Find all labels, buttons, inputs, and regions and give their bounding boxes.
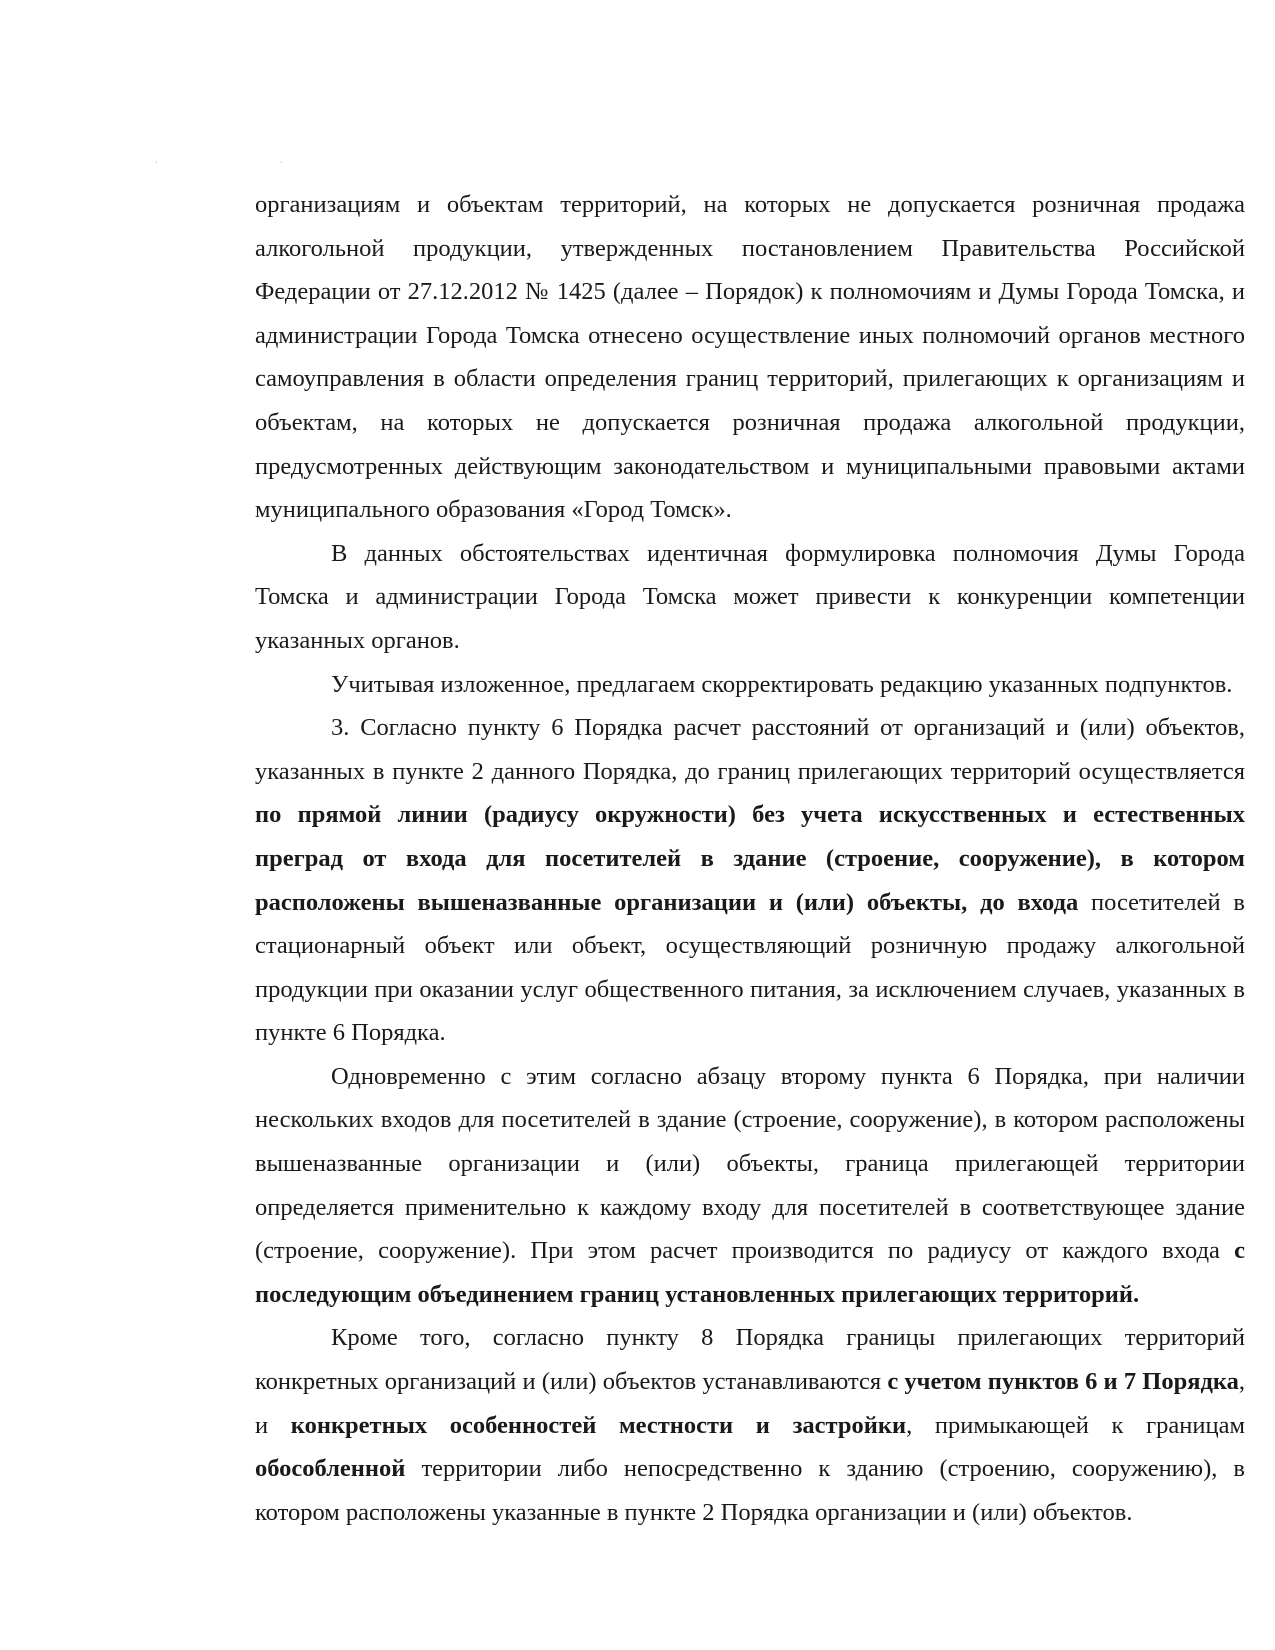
bold-text-run: по прямой линии (радиусу окружности) без учета искусственных и естественных преград от входа для посетителей в здание (строение, сооружение), в котором расположены вышеназванные организации и (или) объекты, до входа: [255, 801, 1245, 916]
text-run: , и: [255, 1368, 1245, 1439]
scan-artifact-marks: · ·: [155, 158, 343, 167]
paragraph: [255, 183, 1245, 532]
text-run: организациям и объектам территорий, на которых не допускается розничная продажа алкогольной продукции, утвержденных постановлением Правительства Российской Федерации от 27.12.2012 № 1425 (далее – Порядок) к полномочиям и Думы Города Томска, и администрации Города Томска отнесено осуществление иных полномочий органов местного самоуправления в области определения границ территорий, прилегающих к организациям и объектам, на которых не допускается розничная продажа алкогольной продукции, предусмотренных действующим законодательством и муниципальными правовыми актами муниципального образования «Город Томск».: [255, 191, 1245, 524]
paragraph: [255, 1055, 1245, 1317]
text-run: В данных обстоятельствах идентичная формулировка полномочия Думы Города Томска и администрации Города Томска может привести к конкуренции компетенции указанных органов.: [255, 539, 1245, 654]
paragraph: [255, 706, 1245, 1055]
bold-text-run: обособленной: [255, 1455, 406, 1483]
text-run: 3. Согласно пункту 6 Порядка расчет расстояний от организаций и (или) объектов, указанных в пункте 2 данного Порядка, до границ прилегающих территорий осуществляется: [255, 714, 1245, 785]
bold-text-run: конкретных особенностей местности и застройки: [290, 1411, 907, 1439]
bold-text-run: с учетом пунктов 6 и 7 Порядка: [887, 1368, 1239, 1396]
text-run: , примыкающей к границам: [906, 1411, 1245, 1439]
paragraph: [255, 1316, 1245, 1534]
paragraph: [255, 663, 1245, 707]
paragraph: [255, 532, 1245, 663]
bold-text-run: с последующим объединением границ установленных прилегающих территорий.: [255, 1237, 1245, 1308]
text-run: посетителей в стационарный объект или объект, осуществляющий розничную продажу алкогольной продукции при оказании услуг общественного питания, за исключением случаев, указанных в пункте 6 Порядка.: [255, 888, 1245, 1047]
document-body: [255, 183, 1245, 1534]
text-run: Кроме того, согласно пункту 8 Порядка границы прилегающих территорий конкретных организаций и (или) объектов устанавливаются: [255, 1324, 1245, 1396]
text-run: территории либо непосредственно к зданию (строению, сооружению), в котором расположены указанные в пункте 2 Порядка организации и (или) объектов.: [255, 1455, 1245, 1526]
text-run: Учитывая изложенное, предлагаем скорректировать редакцию указанных подпунктов.: [331, 670, 1233, 698]
text-run: Одновременно с этим согласно абзацу второму пункта 6 Порядка, при наличии нескольких входов для посетителей в здание (строение, сооружение), в котором расположены вышеназванные организации и (или) объекты, граница прилегающей территории определяется применительно к каждому входу для посетителей в соответствующее здание (строение, сооружение). При этом расчет производится по радиусу от каждого входа: [255, 1062, 1245, 1265]
